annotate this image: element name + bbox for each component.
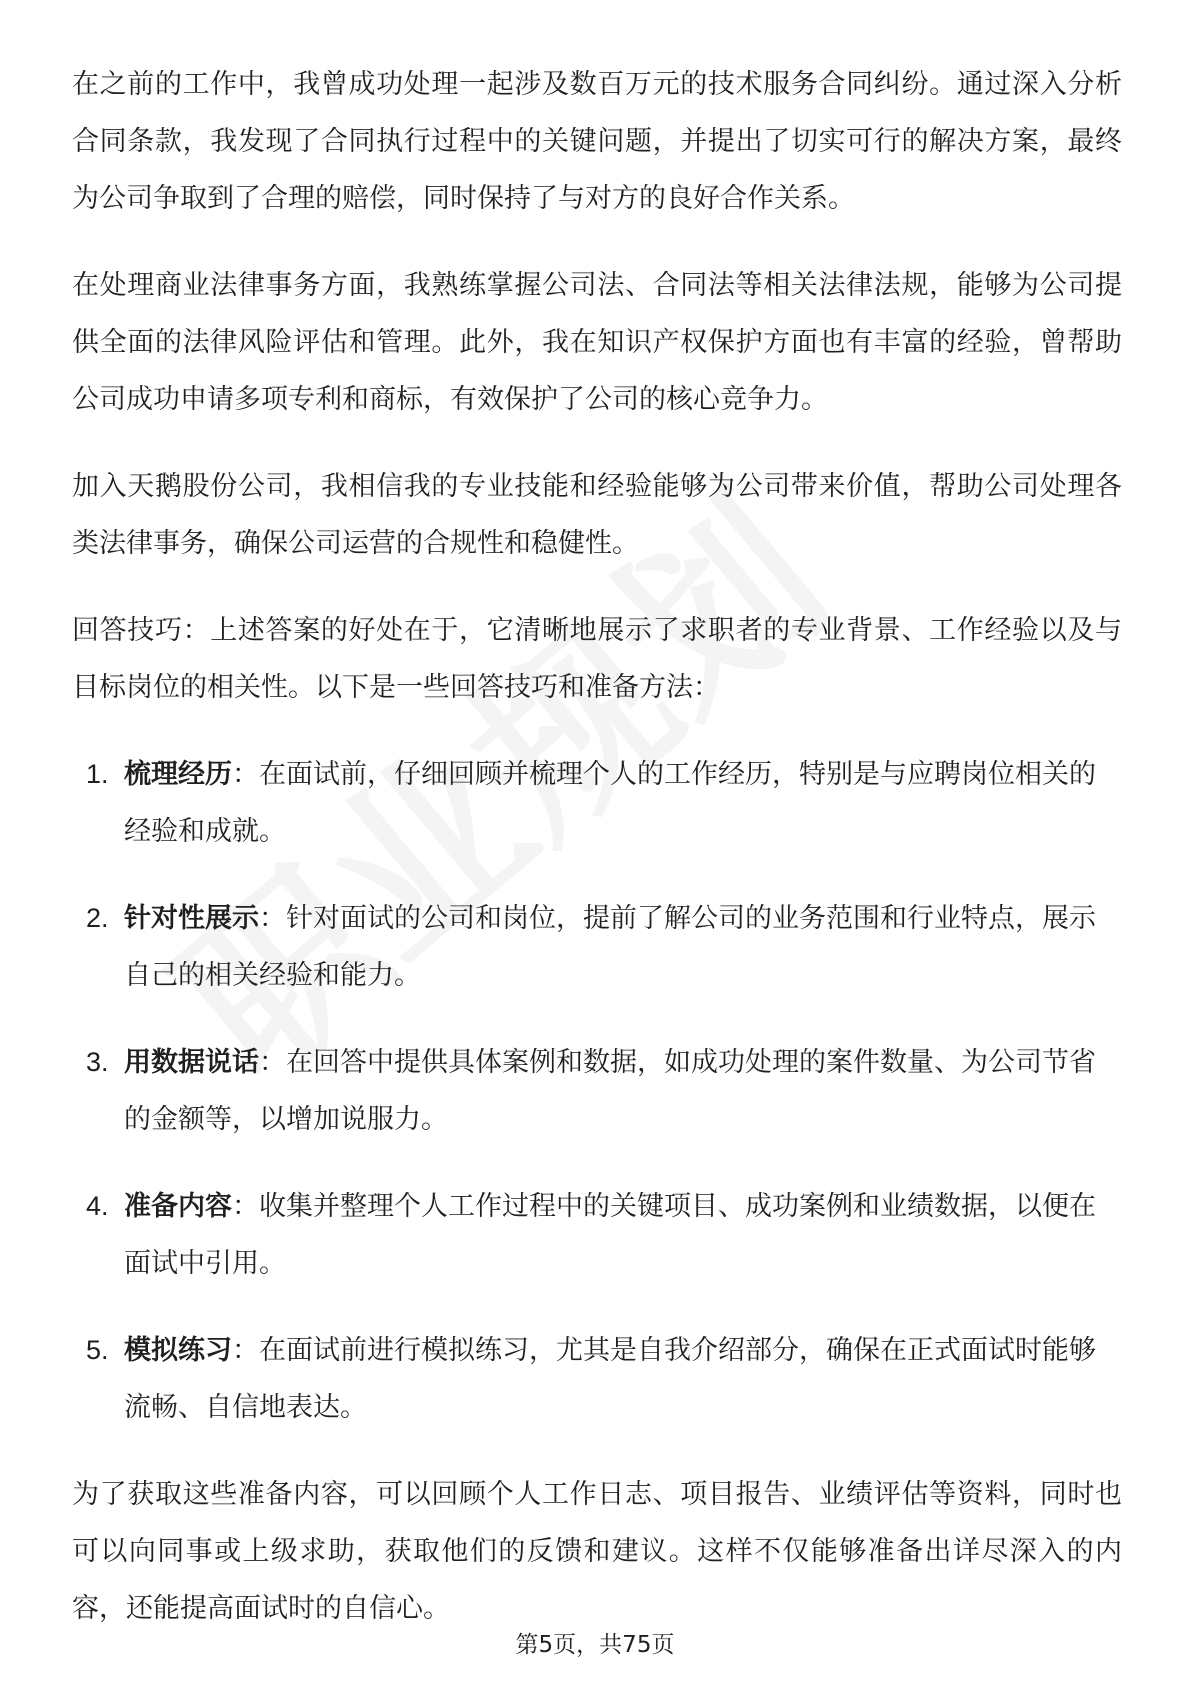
list-item — [72, 1034, 1122, 1148]
list-number: 5. — [86, 1335, 109, 1365]
paragraph-answer-tips: 回答技巧：上述答案的好处在于，它清晰地展示了求职者的专业背景、工作经验以及与目标岗位的相关性。以下是一些回答技巧和准备方法： — [72, 615, 1122, 703]
list-item-text: ：在面试前进行模拟练习，尤其是自我介绍部分，确保在正式面试时能够流畅、自信地表达。 — [124, 1335, 1096, 1423]
list-item-text: ：在回答中提供具体案例和数据，如成功处理的案件数量、为公司节省的金额等，以增加说服力。 — [124, 1047, 1096, 1135]
paragraph-closing: 为了获取这些准备内容，可以回顾个人工作日志、项目报告、业绩评估等资料，同时也可以向同事或上级求助，获取他们的反馈和建议。这样不仅能够准备出详尽深入的内容，还能提高面试时的自信心。 — [72, 1479, 1122, 1624]
list-item-text: ：在面试前，仔细回顾并梳理个人的工作经历，特别是与应聘岗位相关的经验和成就。 — [124, 759, 1096, 847]
paragraph-join-company: 加入天鹅股份公司，我相信我的专业技能和经验能够为公司带来价值，帮助公司处理各类法律事务，确保公司运营的合规性和稳健性。 — [72, 471, 1122, 559]
list-item-title: 针对性展示 — [124, 903, 259, 934]
list-item — [72, 746, 1122, 860]
list-item-title: 准备内容 — [124, 1191, 232, 1222]
list-number: 2. — [86, 903, 109, 933]
list-number: 3. — [86, 1047, 109, 1077]
list-item-text: ：收集并整理个人工作过程中的关键项目、成功案例和业绩数据，以便在面试中引用。 — [124, 1191, 1096, 1279]
page-number: 第5页，共75页 — [515, 1632, 675, 1658]
list-item — [72, 1322, 1122, 1436]
list-item-title: 模拟练习 — [124, 1335, 232, 1366]
tips-list — [72, 746, 1122, 1436]
paragraph-experience: 在之前的工作中，我曾成功处理一起涉及数百万元的技术服务合同纠纷。通过深入分析合同条款，我发现了合同执行过程中的关键问题，并提出了切实可行的解决方案，最终为公司争取到了合理的赔偿，同时保持了与对方的良好合作关系。 — [72, 69, 1122, 214]
document-body — [72, 56, 1122, 1667]
list-number: 1. — [86, 759, 109, 789]
paragraph-commercial-law: 在处理商业法律事务方面，我熟练掌握公司法、合同法等相关法律法规，能够为公司提供全面的法律风险评估和管理。此外，我在知识产权保护方面也有丰富的经验，曾帮助公司成功申请多项专利和商标，有效保护了公司的核心竞争力。 — [72, 270, 1122, 415]
list-number: 4. — [86, 1191, 109, 1221]
list-item-text: ：针对面试的公司和岗位，提前了解公司的业务范围和行业特点，展示自己的相关经验和能力。 — [124, 903, 1096, 991]
list-item — [72, 890, 1122, 1004]
list-item-title: 用数据说话 — [124, 1047, 259, 1078]
list-item — [72, 1178, 1122, 1292]
list-item-title: 梳理经历 — [124, 759, 232, 790]
